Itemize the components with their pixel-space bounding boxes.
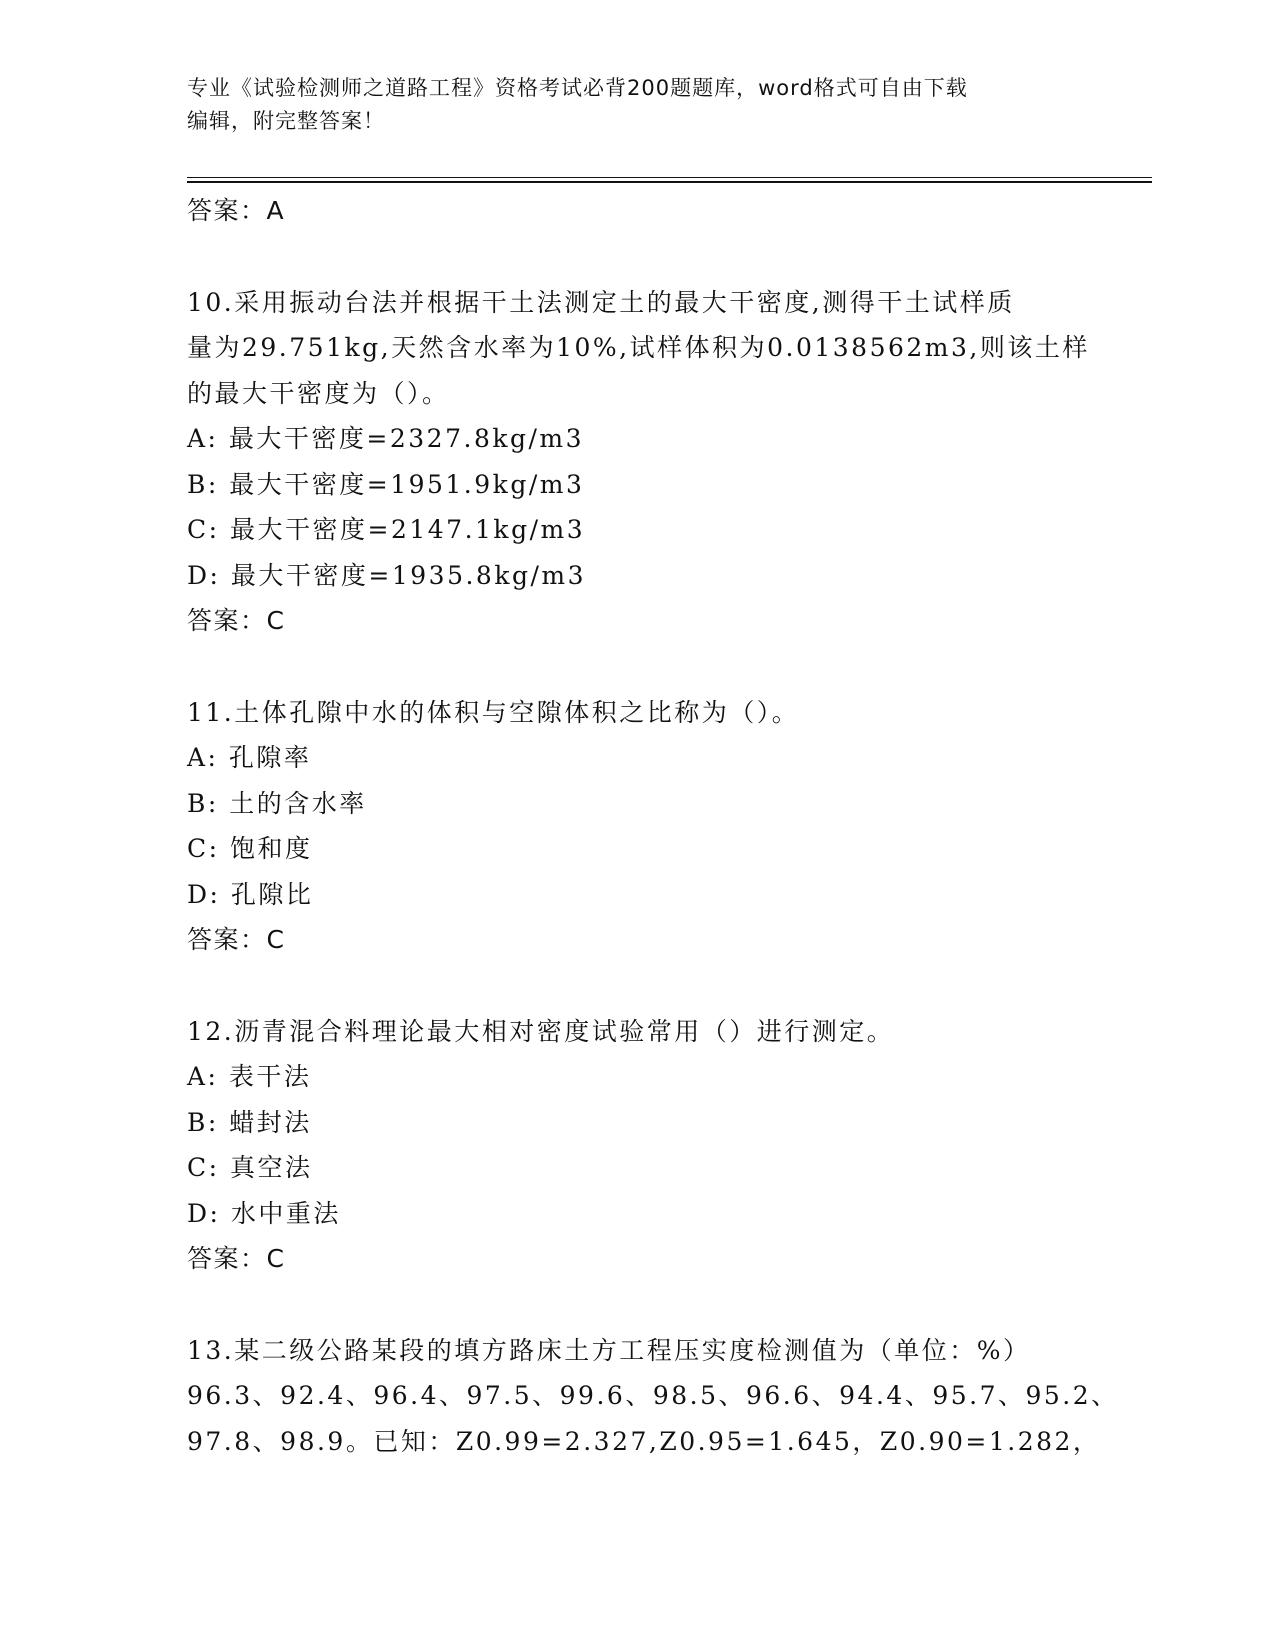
option-a: A: 最大干密度=2327.8kg/m3 <box>187 424 585 453</box>
question-stem-line: 13.某二级公路某段的填方路床土方工程压实度检测值为（单位：%） <box>187 1335 1031 1365</box>
question-stem-line: 10.采用振动台法并根据干土法测定土的最大干密度,测得干土试样质 <box>187 287 1015 317</box>
question-11 <box>187 690 1067 963</box>
answer: 答案：C <box>187 1244 286 1273</box>
question-stem-line: 11.土体孔隙中水的体积与空隙体积之比称为（）。 <box>187 697 800 727</box>
question-13 <box>187 1328 1119 1465</box>
document-body <box>187 188 1119 1464</box>
question-stem-line: 97.8、98.9。已知：Z0.99=2.327,Z0.95=1.645，Z0.90=1.282， <box>187 1426 1101 1456</box>
spacer <box>187 234 1067 280</box>
header-title-line-2: 编辑，附完整答案！ <box>187 109 385 133</box>
option-b: B: 蜡封法 <box>187 1107 312 1137</box>
previous-answer: 答案：A <box>187 196 286 225</box>
option-c: C: 真空法 <box>187 1153 313 1182</box>
question-12 <box>187 1009 1067 1282</box>
question-stem-line: 量为29.751kg,天然含水率为10%,试样体积为0.0138562m3,则该土样 <box>187 333 1090 362</box>
question-stem-line: 12.沥青混合料理论最大相对密度试验常用（）进行测定。 <box>187 1016 895 1046</box>
option-b: B: 土的含水率 <box>187 788 367 818</box>
option-a: A: 孔隙率 <box>187 743 312 772</box>
answer: 答案：C <box>187 925 286 954</box>
option-c: C: 饱和度 <box>187 834 313 863</box>
header-divider <box>187 177 1152 178</box>
question-stem-line: 96.3、92.4、96.4、97.5、99.6、98.5、96.6、94.4、95.7、95.2、 <box>187 1381 1119 1410</box>
option-a: A: 表干法 <box>187 1062 312 1091</box>
option-d: D: 孔隙比 <box>187 879 314 909</box>
option-d: D: 最大干密度=1935.8kg/m3 <box>187 560 587 590</box>
header-divider-thick <box>187 181 1152 183</box>
option-c: C: 最大干密度=2147.1kg/m3 <box>187 515 586 544</box>
option-d: D: 水中重法 <box>187 1198 341 1228</box>
spacer <box>187 1282 1067 1328</box>
question-stem-line: 的最大干密度为（）。 <box>187 378 450 408</box>
option-b: B: 最大干密度=1951.9kg/m3 <box>187 469 585 499</box>
answer: 答案：C <box>187 606 286 635</box>
question-10 <box>187 280 1090 644</box>
spacer <box>187 963 1067 1009</box>
spacer <box>187 644 1067 690</box>
page-header <box>187 72 1067 138</box>
header-title-line-1: 专业《试验检测师之道路工程》资格考试必背200题题库，word格式可自由下载 <box>187 76 968 100</box>
